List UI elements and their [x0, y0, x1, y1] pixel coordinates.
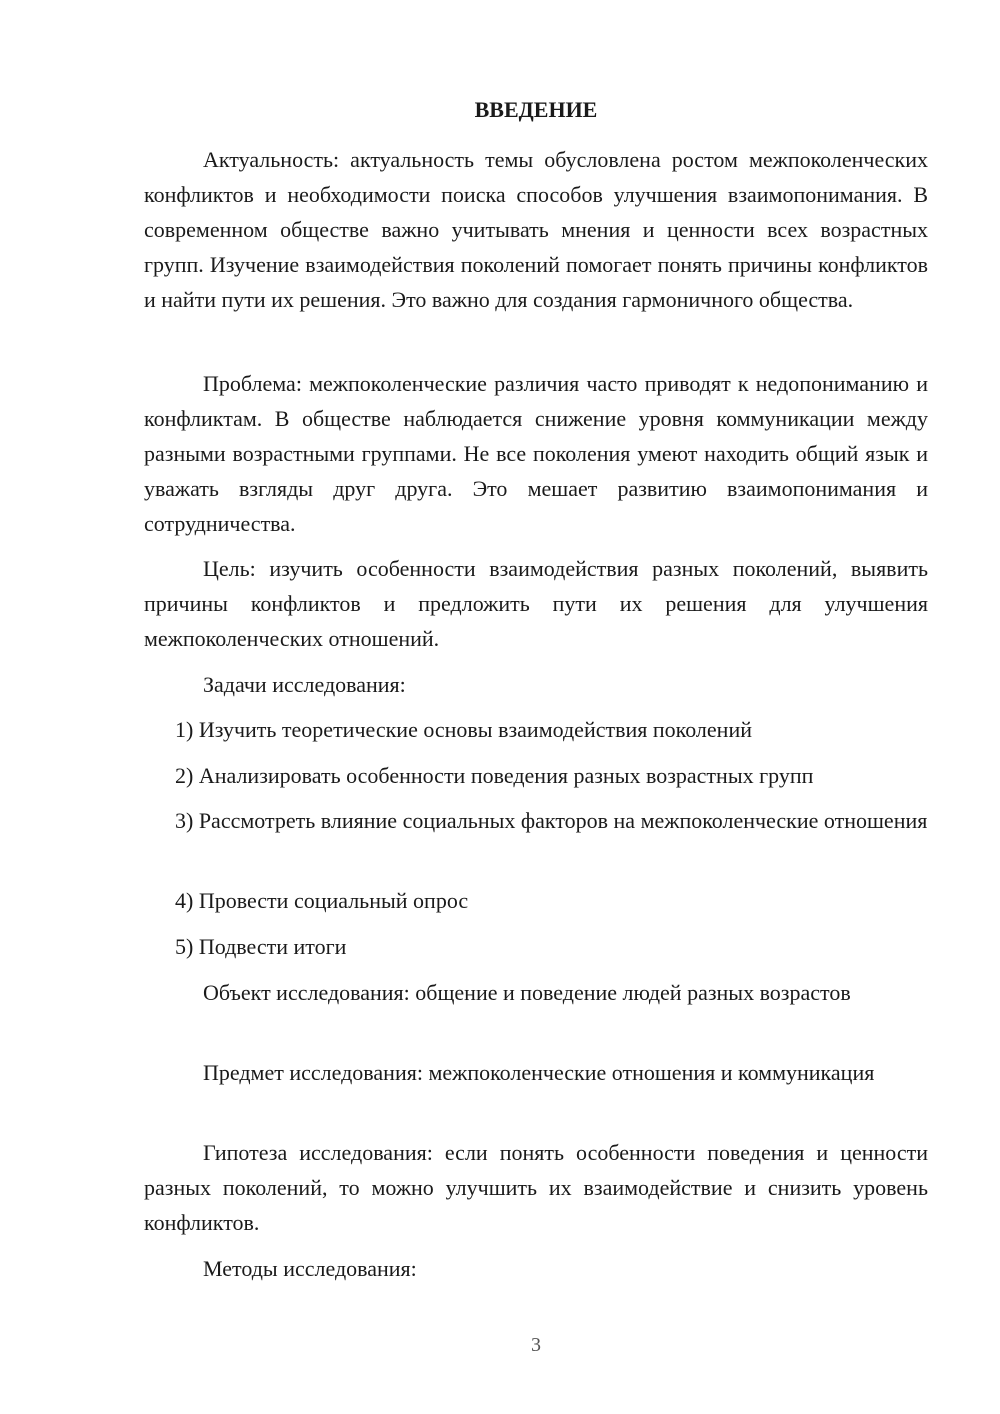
problem-paragraph: Проблема: межпоколенческие различия часто приводят к недопониманию и конфликтам. В обществе наблюдается снижение уровня коммуникации между разными возрастными группами. Не все поколения умеют находить общий язык и уважать взгляды друг друга. Это мешает развитию взаимопонимания и сотрудничества.: [144, 371, 928, 536]
subject-paragraph: Предмет исследования: межпоколенческие отношения и коммуникация: [203, 1060, 875, 1085]
hypothesis-paragraph: Гипотеза исследования: если понять особенности поведения и ценности разных поколений, то можно улучшить их взаимодействие и снизить уровень конфликтов.: [144, 1140, 928, 1235]
tasks-title: Задачи исследования:: [203, 672, 406, 697]
methods-title: Методы исследования:: [203, 1256, 417, 1281]
task-item-2: 2) Анализировать особенности поведения разных возрастных групп: [175, 763, 814, 788]
goal-paragraph: Цель: изучить особенности взаимодействия разных поколений, выявить причины конфликтов и предложить пути их решения для улучшения межпоколенческих отношений.: [144, 556, 928, 651]
task-item-4: 4) Провести социальный опрос: [175, 888, 469, 913]
task-item-1: 1) Изучить теоретические основы взаимодействия поколений: [175, 717, 752, 742]
task-item-3: 3) Рассмотреть влияние социальных факторов на межпоколенческие отношения: [175, 808, 928, 833]
relevance-paragraph: Актуальность: актуальность темы обусловлена ростом межпоколенческих конфликтов и необходимости поиска способов улучшения взаимопонимания. В современном обществе важно учитывать мнения и ценности всех возрастных групп. Изучение взаимодействия поколений помогает понять причины конфликтов и найти пути их решения. Это важно для создания гармоничного общества.: [144, 147, 928, 312]
task-item-5: 5) Подвести итоги: [175, 934, 347, 959]
object-paragraph: Объект исследования: общение и поведение людей разных возрастов: [203, 980, 851, 1005]
document-heading: ВВЕДЕНИЕ: [474, 97, 598, 122]
page-number: 3: [531, 1334, 541, 1356]
